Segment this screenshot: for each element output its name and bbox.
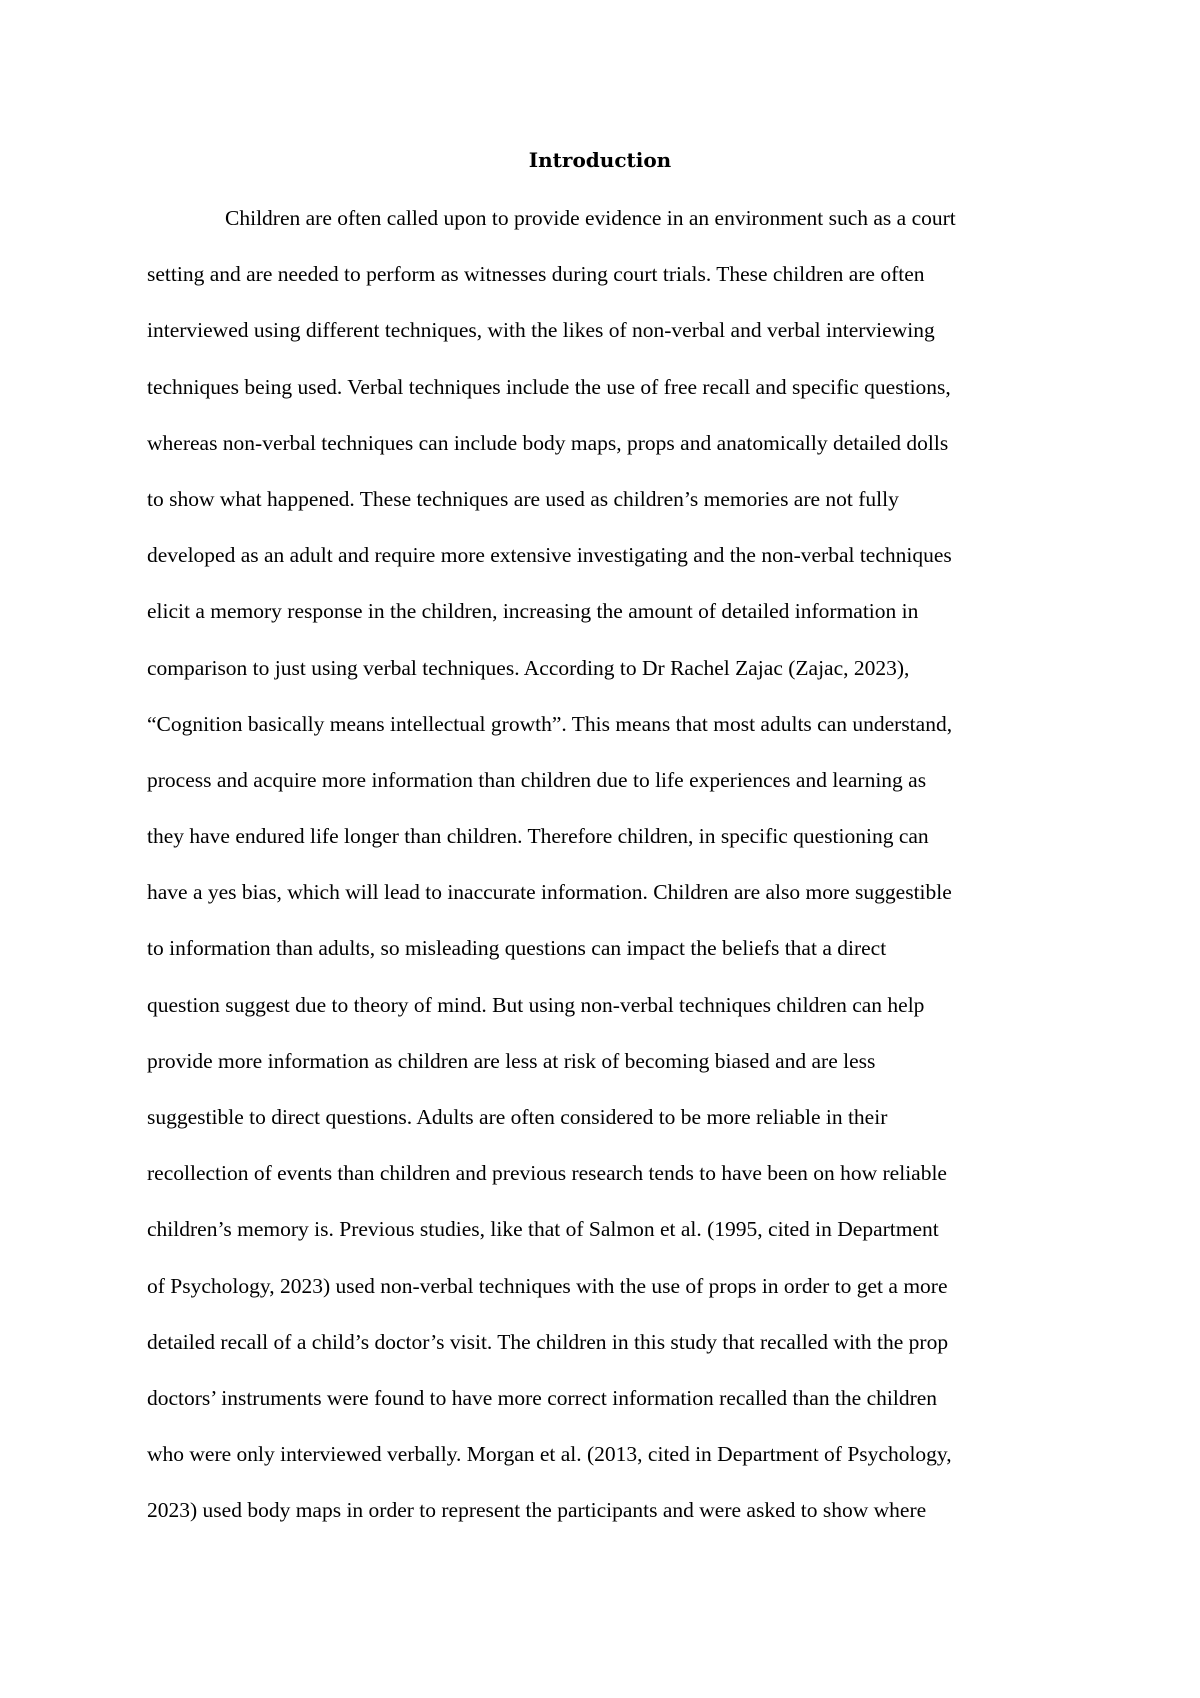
paragraph-line: techniques being used. Verbal techniques include the use of free recall and specific questions,: [147, 374, 951, 399]
paragraph-line: to show what happened. These techniques are used as children’s memories are not fully: [147, 486, 899, 511]
body-paragraph: [147, 203, 1087, 1552]
paragraph-line: “Cognition basically means intellectual growth”. This means that most adults can understand,: [147, 711, 953, 736]
paragraph-line: children’s memory is. Previous studies, like that of Salmon et al. (1995, cited in Department: [147, 1217, 939, 1242]
paragraph-line: Children are often called upon to provide evidence in an environment such as a court: [225, 206, 956, 230]
paragraph-line: of Psychology, 2023) used non-verbal techniques with the use of props in order to get a more: [147, 1273, 948, 1298]
paragraph-line: elicit a memory response in the children, increasing the amount of detailed information in: [147, 599, 919, 624]
paragraph-line: process and acquire more information than children due to life experiences and learning as: [147, 767, 927, 792]
paragraph-line: they have endured life longer than children. Therefore children, in specific questioning can: [147, 824, 929, 849]
paragraph-line: question suggest due to theory of mind. But using non-verbal techniques children can help: [147, 992, 925, 1017]
paragraph-line: interviewed using different techniques, with the likes of non-verbal and verbal interviewing: [147, 318, 935, 343]
paragraph-line: provide more information as children are less at risk of becoming biased and are less: [147, 1048, 876, 1073]
section-heading: Introduction: [528, 148, 672, 172]
paragraph-line: suggestible to direct questions. Adults are often considered to be more reliable in their: [147, 1105, 888, 1129]
paragraph-line: developed as an adult and require more extensive investigating and the non-verbal techniques: [147, 543, 952, 568]
paragraph-line: recollection of events than children and previous research tends to have been on how reliable: [147, 1161, 947, 1186]
paragraph-line: who were only interviewed verbally. Morgan et al. (2013, cited in Department of Psychology,: [147, 1442, 952, 1467]
paragraph-line: to information than adults, so misleading questions can impact the beliefs that a direct: [147, 936, 887, 961]
paragraph-line: whereas non-verbal techniques can include body maps, props and anatomically detailed dolls: [147, 430, 949, 455]
paragraph-line: doctors’ instruments were found to have more correct information recalled than the children: [147, 1385, 938, 1410]
paragraph-line: 2023) used body maps in order to represent the participants and were asked to show where: [147, 1498, 927, 1523]
paragraph-line: comparison to just using verbal techniques. According to Dr Rachel Zajac (Zajac, 2023),: [147, 655, 910, 680]
paragraph-line: detailed recall of a child’s doctor’s visit. The children in this study that recalled with the prop: [147, 1329, 949, 1354]
paragraph-line: setting and are needed to perform as witnesses during court trials. These children are often: [147, 262, 925, 287]
paragraph-line: have a yes bias, which will lead to inaccurate information. Children are also more suggestible: [147, 880, 952, 905]
